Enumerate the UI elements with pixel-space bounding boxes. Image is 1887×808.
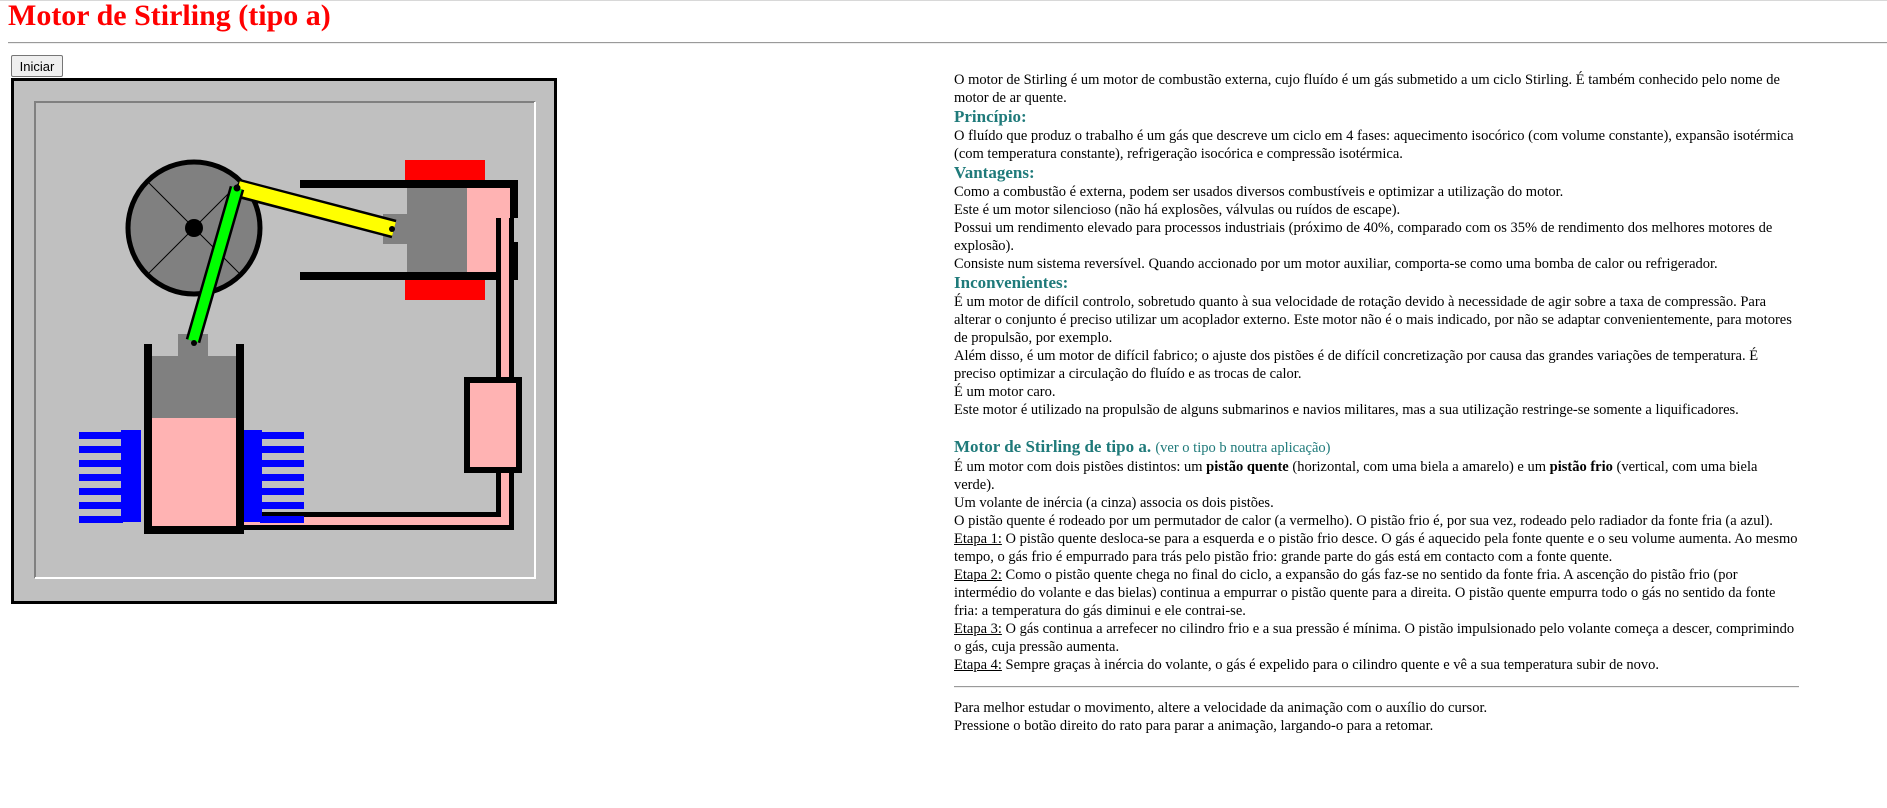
step-label: Etapa 3: (954, 621, 1002, 637)
drawback-item: Este motor é utilizado na propulsão de alguns submarinos e navios militares, mas a sua utilização restringe-se somente a liquificadores. (954, 402, 1739, 418)
stirling-simulation-canvas[interactable] (11, 78, 557, 604)
principle-text: O fluído que produz o trabalho é um gás que descreve um ciclo em 4 fases: aquecimento isocórico (com volume constante), expansão isotérmica (com temperatura constante), refrigeração isocórica e compressão isotérmica. (954, 128, 1794, 162)
footer-pause-hint: Pressione o botão direito do rato para parar a animação, largando-o para a retomar. (954, 718, 1434, 734)
footer-divider (954, 686, 1799, 688)
hot-cylinder-end-top (510, 180, 518, 218)
advantage-item: Consiste num sistema reversível. Quando accionado por um motor auxiliar, comporta-se como uma bomba de calor ou refrigerador. (954, 256, 1718, 272)
step-label: Etapa 2: (954, 567, 1002, 583)
title-divider (8, 42, 1887, 44)
drawback-item: Além disso, é um motor de difícil fabrico; o ajuste dos pistões é de difícil concretização por causa das grandes variações de temperatura. É preciso optimizar a circulação do fluído e as trocas de calor. (954, 348, 1759, 382)
advantage-item: Possui um rendimento elevado para processos industriais (próximo de 40%, comparado com os 35% de rendimento dos melhores motores de explosão). (954, 220, 1773, 254)
crank-pin (234, 185, 241, 192)
desc-text: É um motor com dois pistões distintos: um (954, 459, 1207, 475)
type-a-title: Motor de Stirling de tipo a. (954, 437, 1152, 456)
flywheel-hub (185, 219, 203, 237)
cold-piston (152, 356, 236, 418)
hot-cylinder-wall-top (300, 180, 518, 188)
type-a-heading (954, 437, 1799, 458)
hot-piston-term: pistão quente (1206, 459, 1289, 475)
hot-heat-exchanger-top (405, 160, 485, 180)
cold-cylinder-wall-right (236, 344, 244, 526)
step-text: O gás continua a arrefecer no cilindro frio e a sua pressão é mínima. O pistão impulsionado pelo volante começa a descer, comprimindo o gás, cuja pressão aumenta. (954, 621, 1795, 655)
step-3 (954, 620, 1799, 656)
step-text: Sempre graças à inércia do volante, o gás é expelido para o cilindro quente e vê a sua temperatura subir de novo. (1001, 657, 1660, 673)
cold-cylinder-wall-left (144, 344, 152, 526)
step-label: Etapa 1: (954, 531, 1002, 547)
step-2 (954, 566, 1799, 620)
cold-gas-chamber (152, 418, 236, 526)
cold-piston-term: pistão frio (1549, 459, 1613, 475)
desc-text: (vertical, com uma biela verde). (954, 459, 1758, 493)
step-1 (954, 530, 1799, 566)
footer-speed-hint: Para melhor estudar o movimento, altere a velocidade da animação com o auxílio do cursor. (954, 700, 1488, 716)
page-title: Motor de Stirling (tipo a) (8, 0, 331, 32)
type-b-link[interactable]: (ver o tipo b noutra aplicação) (1155, 440, 1331, 456)
exchanger-text: O pistão quente é rodeado por um permutador de calor (a vermelho). O pistão frio é, por sua vez, rodeado pelo radiador da fonte fria (a azul). (954, 513, 1773, 529)
flywheel-text: Um volante de inércia (a cinza) associa os dois pistões. (954, 495, 1274, 511)
hot-rod-pin (389, 226, 395, 232)
advantage-item: Este é um motor silencioso (não há explosões, válvulas ou ruídos de escape). (954, 202, 1401, 218)
description-panel (954, 71, 1799, 735)
intro-text: O motor de Stirling é um motor de combustão externa, cujo fluído é um gás submetido a um ciclo Stirling. É também conhecido pelo nome de motor de ar quente. (954, 72, 1780, 106)
hot-heat-exchanger-bottom (405, 280, 485, 300)
advantages-heading: Vantagens: (954, 163, 1035, 182)
start-button[interactable]: Iniciar (11, 55, 63, 77)
step-label: Etapa 4: (954, 657, 1002, 673)
step-text: Como o pistão quente chega no final do ciclo, a expansão do gás faz-se no sentido da fonte fria. A ascenção do pistão frio (por intermédio do volante e das bielas) continua a empurrar o pistão quente para a direita. O pistão quente empurra todo o gás no sentido da fonte fria: a temperatura do gás diminui e ele contrai-se. (954, 567, 1776, 619)
step-4 (954, 656, 1799, 674)
principle-heading: Princípio: (954, 107, 1027, 126)
desc-text: (horizontal, com uma biela a amarelo) e um (1288, 459, 1550, 475)
cold-cylinder-bottom (144, 526, 244, 534)
regenerator (467, 380, 519, 470)
drawbacks-heading: Inconvenientes: (954, 273, 1069, 292)
cold-rod-pin (191, 340, 197, 346)
step-text: O pistão quente desloca-se para a esquerda e o pistão frio desce. O gás é aquecido pela fonte quente e o seu volume aumenta. Ao mesmo tempo, o gás frio é empurrado para trás pelo pistão frio: grande parte do gás está em contacto com a fonte quente. (954, 531, 1798, 565)
advantage-item: Como a combustão é externa, podem ser usados diversos combustíveis e optimizar a utilização do motor. (954, 184, 1564, 200)
type-a-description (954, 458, 1799, 494)
drawback-item: É um motor de difícil controlo, sobretudo quanto à sua velocidade de rotação devido à necessidade de agir sobre a taxa de compressão. Para alterar o conjunto é preciso utilizar um acoplador externo. Este motor não é o mais indicado, por não se adaptar convenientemente, para motores de propulsão, por exemplo. (954, 294, 1792, 346)
hot-cylinder-wall-bottom (300, 272, 518, 280)
hot-piston (407, 188, 467, 272)
drawback-item: É um motor caro. (954, 384, 1056, 400)
